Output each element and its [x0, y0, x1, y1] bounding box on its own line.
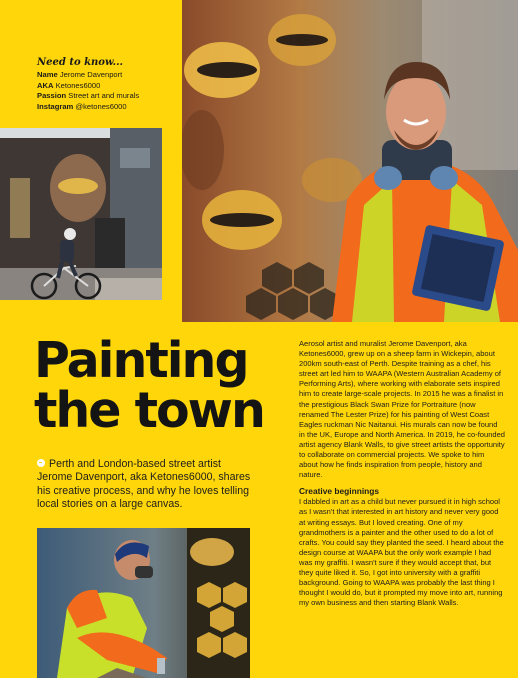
profile-name-row: Name Jerome Davenport	[37, 70, 123, 79]
arrow-bullet-icon	[37, 459, 45, 467]
section-paragraph: I dabbled in art as a child but never pursued it in high school as I wasn't that interested in art history and never very good at writing essays. But I loved creating. One of my grandmothers is a painter and the other used to do a lot of crafts. You could say they planted the seed. I heard about the design course at WAAPA but the only work example I had was my graffiti. I wasn't sure if they would accept that, but they quite liked it. So, I got into university with a graffiti background. Going to WAAPA was probably the last thing I thought I would do, but it prompted my move into art, running my own business and then starting Blank Walls.	[299, 497, 504, 608]
profile-passion-row: Passion Street art and murals	[37, 91, 140, 101]
article-headline: Painting the town	[34, 332, 264, 439]
hero-photo-artist-portrait	[182, 0, 518, 322]
artist-spray-painting-photo	[37, 528, 250, 678]
profile-aka-row: AKA Ketones6000	[37, 80, 101, 90]
need-to-know-heading: Need to know...	[37, 57, 124, 68]
article-body	[299, 339, 505, 608]
article-intro: Aerosol artist and muralist Jerome Davenport, aka Ketones6000, grew up on a sheep farm in Wickepin, about 200km south-east of Perth. Despite training as a chef, his street art led him to WAAPA (Western Australian Academy of Performing Arts), where working with elaborate sets inspired him to create large-scale projects. In 2015 he was a finalist in the prestigious Black Swan Prize for Portraiture (now renamed The Lester Prize) for his painting of West Coast Eagles ruckman Nic Naitanui. His murals can now be found in the UK, Europe and North America. In 2019, he co-founded artist agency Blank Walls, to give street artists the opportunity to collaborate on commercial projects. We spoke to him about how he finds inspiration from people, history and nature.	[299, 339, 505, 480]
profile-instagram-row: Instagram @ketones6000	[37, 101, 127, 111]
section-heading: Creative beginnings	[299, 486, 380, 497]
article-standfirst: Perth and London-based street artist Jerome Davenport, aka Ketones6000, shares his creative process, and why he loves telling local stories on a large canvas.	[37, 458, 251, 511]
street-mural-cyclist-photo	[0, 128, 162, 300]
need-to-know-box	[37, 56, 177, 112]
